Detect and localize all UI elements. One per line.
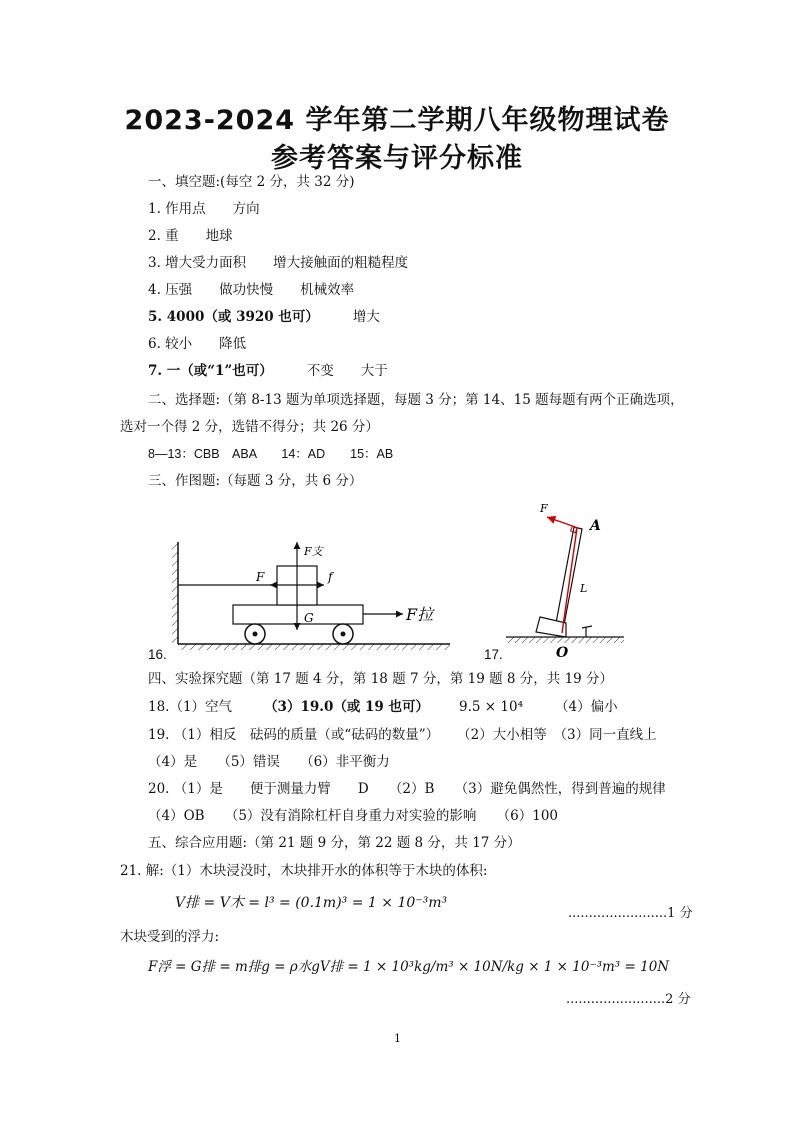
answer-q19-line-2: （4）是 （5）错误 （6）非平衡力 (148, 754, 390, 770)
answer-q5-b: 增大 (352, 309, 380, 325)
answer-q2: 2. 重 地球 (148, 228, 233, 244)
answer-q21-line-1: 21. 解:（1）木块浸没时，木块排开水的体积等于木块的体积: (120, 863, 488, 879)
answer-q5 (148, 308, 380, 326)
cart-body (233, 605, 363, 624)
answer-q18-d: （4）偏小 (555, 699, 618, 715)
label-L: L (580, 582, 588, 595)
figure-17-diagram (500, 495, 630, 665)
label-support-force: F支 (304, 545, 323, 558)
label-pull-force: F拉 (406, 605, 434, 624)
title-line-2: 参考答案与评分标准 (271, 143, 523, 174)
answer-q3: 3. 增大受力面积 增大接触面的粗糙程度 (148, 255, 409, 271)
answer-q1: 1. 作用点 方向 (148, 201, 260, 217)
section-4-heading: 四、实验探究题（第 17 题 4 分，第 18 题 7 分，第 19 题 8 分，共 19 分） (148, 671, 614, 687)
label-O: O (556, 645, 569, 661)
answer-q6: 6. 较小 降低 (148, 336, 247, 352)
answer-q19-a: 19. （1）相反 砝码的质量（或“砝码的数量”） (148, 727, 440, 743)
answer-q18-a: 18.（1）空气 (148, 699, 233, 715)
floor-hatch (178, 644, 450, 650)
ground-hatch (506, 637, 624, 643)
formula-buoyancy: F浮 = G排 = m排g = ρ水gV排 = 1 × 10³kg/m³ × 10N/kg × 1 × 10⁻³m³ = 10N (148, 959, 670, 975)
answer-q18-b: （3）19.0（或 19 也可） (264, 699, 430, 715)
score-1: ........................1 分 (568, 906, 693, 921)
title-line-1: 2023-2024 学年第二学期八年级物理试卷 (124, 105, 670, 136)
figure-16-diagram (140, 530, 460, 665)
answer-q7-a: 7. 一（或“1”也可） (148, 363, 273, 379)
label-F: F (540, 502, 548, 515)
section-2-heading-line-2: 选对一个得 2 分，选错不得分；共 26 分） (120, 419, 379, 435)
formula-volume: V排 = V木 = l³ = (0.1m)³ = 1 × 10⁻³m³ (175, 895, 448, 911)
wheel-left-hub (253, 632, 258, 637)
answer-q4: 4. 压强 做功快慢 机械效率 (148, 282, 355, 298)
answer-q18-c: 9.5 × 10⁴ (459, 699, 523, 715)
section-3-heading: 三、作图题:（每题 3 分，共 6 分） (148, 473, 363, 489)
nail (582, 626, 592, 637)
score-2: ........................2 分 (566, 992, 691, 1007)
answer-q20-line-1: 20. （1）是 便于测量力臂 D （2）B （3）避免偶然性，得到普遍的规律 (148, 781, 666, 797)
section-2-heading-line-1: 二、选择题:（第 8-13 题为单项选择题，每题 3 分；第 14、15 题每题有两个正确选项， (148, 392, 684, 408)
wheel-right-hub (341, 632, 346, 637)
label-f: f (328, 570, 333, 584)
answer-q18 (148, 698, 618, 716)
answer-q19-line-1 (148, 726, 657, 744)
label-F: F (256, 570, 265, 584)
answer-q7-b: 不变 大于 (306, 363, 388, 379)
wall-hatch (172, 542, 178, 644)
page-number: 1 (394, 1032, 401, 1045)
answer-q7 (148, 362, 388, 380)
label-A: A (590, 518, 601, 534)
answer-q21-line-2: 木块受到的浮力: (120, 929, 220, 945)
answer-q5-a: 5. 4000（或 3920 也可） (148, 309, 319, 325)
figure-16-label: 16. (148, 647, 167, 662)
choice-answers: 8—13：CBB ABA 14：AD 15：AB (148, 447, 394, 461)
figure-17-label: 17. (484, 647, 503, 662)
lever-rod (556, 527, 582, 625)
answer-q20-line-2: （4）OB （5）没有消除杠杆自身重力对实验的影响 （6）100 (148, 808, 559, 824)
section-1-heading: 一、填空题:(每空 2 分，共 32 分) (148, 174, 355, 190)
section-5-heading: 五、综合应用题:（第 21 题 9 分，第 22 题 8 分，共 17 分） (148, 835, 521, 851)
answer-q19-b: （2）大小相等 （3）同一直线上 (457, 727, 657, 743)
label-G: G (304, 611, 314, 625)
